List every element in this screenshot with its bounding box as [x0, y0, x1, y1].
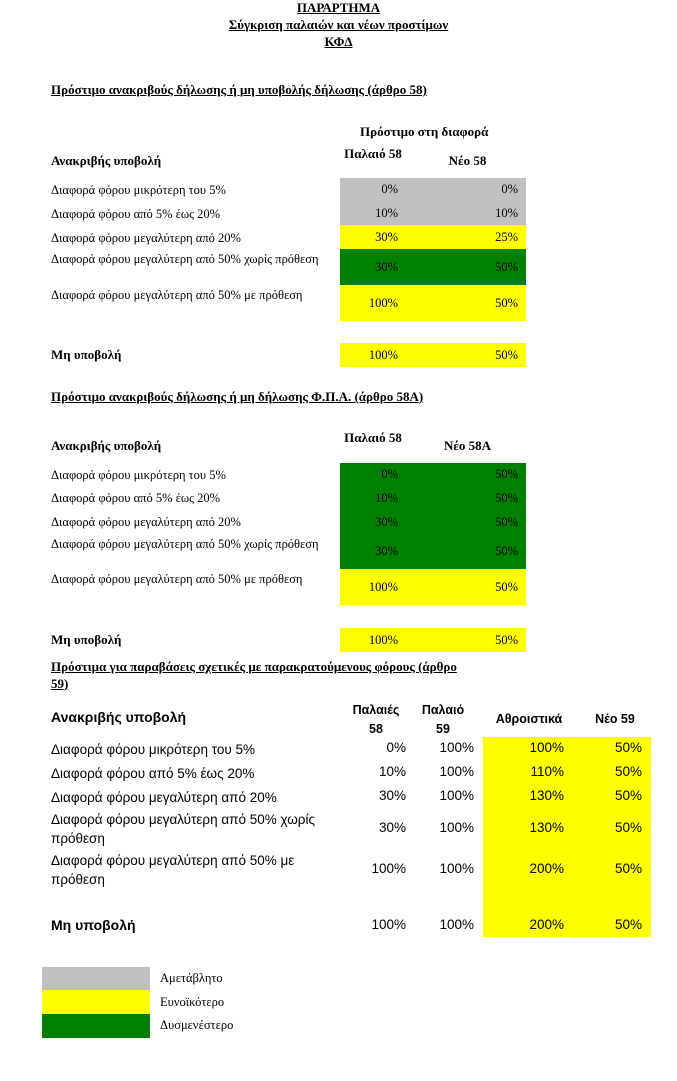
section1-row-label: Διαφορά φόρου μικρότερη του 5% — [51, 183, 226, 197]
section1-new-cell: 50% — [406, 249, 526, 285]
section3-c2: 100% — [439, 740, 474, 755]
section3-c3: 110% — [530, 764, 564, 779]
section2-row-label: Διαφορά φόρου μεγαλύτερη από 20% — [51, 515, 241, 529]
section3-nonsubmit-c1: 100% — [371, 917, 406, 932]
section2-new-cell: 50% — [406, 510, 526, 534]
section1-col-new: Νέο 58 — [448, 153, 487, 168]
section1-new-cell: 10% — [406, 201, 526, 225]
document-subtitle: Σύγκριση παλαιών και νέων προστίμων — [228, 17, 449, 32]
section3-c2: 100% — [439, 764, 474, 779]
section3-c4: 50% — [614, 820, 642, 835]
section2-row-header: Ανακριβής υποβολή — [51, 438, 162, 453]
section2-old-cell: 0% — [340, 463, 406, 486]
section2-nonsubmit-old: 100% — [340, 628, 406, 652]
section2-old-cell: 30% — [340, 510, 406, 534]
legend-swatch-yellow — [42, 990, 150, 1014]
section2-row-label: Διαφορά φόρου μικρότερη του 5% — [51, 468, 226, 482]
section3-c4: 50% — [614, 740, 642, 755]
legend-label-unchanged: Αμετάβλητο — [160, 971, 223, 985]
section1-row-label: Διαφορά φόρου μεγαλύτερη από 20% — [51, 231, 241, 245]
section1-new-cell: 0% — [406, 178, 526, 201]
section3-c2: 100% — [439, 861, 474, 876]
section3-row-label: Διαφορά φόρου από 5% έως 20% — [51, 766, 255, 781]
section1-old-cell: 10% — [340, 201, 406, 225]
section3-title: Πρόστιμα για παραβάσεις σχετικές με παρακρατούμενους φόρους (άρθρο — [51, 659, 457, 674]
document-title: ΠΑΡΑΡΤΗΜΑ — [296, 0, 381, 15]
section3-c3: 130% — [529, 820, 564, 835]
section3-c3: 200% — [529, 861, 564, 876]
section3-c4: 50% — [614, 788, 642, 803]
section3-c4: 50% — [614, 861, 642, 876]
section3-c1: 100% — [371, 861, 406, 876]
section2-row-label: Διαφορά φόρου μεγαλύτερη από 50% χωρίς πρόθεση — [51, 537, 319, 551]
section1-group-header: Πρόστιμο στη διαφορά — [360, 124, 489, 139]
section3-row-label: Διαφορά φόρου μικρότερη του 5% — [51, 742, 256, 757]
section1-nonsubmit-new: 50% — [406, 343, 526, 367]
section1-old-cell: 0% — [340, 178, 406, 201]
legend-label-favorable: Ευνοϊκότερο — [160, 995, 225, 1009]
section1-old-cell: 30% — [340, 225, 406, 249]
section3-col3: Αθροιστικά — [495, 712, 563, 726]
section1-nonsubmit-old: 100% — [340, 343, 406, 367]
section2-new-cell: 50% — [406, 486, 526, 510]
section2-col-old: Παλαιό 58 — [344, 430, 402, 445]
section3-c1: 30% — [378, 820, 406, 835]
section2-old-cell: 30% — [340, 534, 406, 569]
section2-new-cell: 50% — [406, 569, 526, 605]
section2-new-cell: 50% — [406, 463, 526, 486]
section3-c3: 100% — [529, 740, 564, 755]
legend-swatch-green — [42, 1014, 150, 1038]
section3-c2: 100% — [439, 820, 474, 835]
section3-c2: 100% — [439, 788, 474, 803]
section1-row-label: Διαφορά φόρου μεγαλύτερη από 50% χωρίς πρόθεση — [51, 252, 319, 266]
section2-col-new: Νέο 58Α — [443, 438, 492, 453]
section2-nonsubmit-new: 50% — [406, 628, 526, 652]
legend-label-unfavorable: Δυσμενέστερο — [160, 1018, 234, 1032]
section3-row-label: Διαφορά φόρου μεγαλύτερη από 50% χωρίς πρόθεση — [51, 812, 315, 846]
section3-row-label: Διαφορά φόρου μεγαλύτερη από 20% — [51, 790, 277, 805]
section1-row-header: Ανακριβής υποβολή — [51, 153, 162, 168]
section2-new-cell: 50% — [406, 534, 526, 569]
section2-row-label: Διαφορά φόρου από 5% έως 20% — [51, 491, 221, 505]
legend-swatch-gray — [42, 967, 150, 990]
section2-old-cell: 100% — [340, 569, 406, 605]
section1-row-label: Διαφορά φόρου από 5% έως 20% — [51, 207, 221, 221]
section1-old-cell: 30% — [340, 249, 406, 285]
section3-col4: Νέο 59 — [595, 712, 635, 726]
section1-title: Πρόστιμο ανακριβούς δήλωσης ή μη υποβολής δήλωσης (άρθρο 58) — [51, 82, 427, 97]
section3-c1: 10% — [378, 764, 406, 779]
section3-nonsubmit-label: Μη υποβολή — [51, 917, 136, 933]
section1-nonsubmit-label: Μη υποβολή — [51, 347, 122, 362]
section3-c1: 0% — [386, 740, 406, 755]
section1-col-old: Παλαιό 58 — [344, 146, 402, 161]
section3-c1: 30% — [378, 788, 406, 803]
section3-c3: 130% — [529, 788, 564, 803]
section3-row-label: Διαφορά φόρου μεγαλύτερη από 50% με πρόθεση — [51, 853, 295, 887]
section3-nonsubmit-c3: 200% — [529, 917, 564, 932]
section1-new-cell: 25% — [406, 225, 526, 249]
section3-col2: Παλαιό 59 — [421, 703, 465, 736]
section2-title: Πρόστιμο ανακριβούς δήλωσης ή μη δήλωσης Φ.Π.Α. (άρθρο 58Α) — [51, 389, 424, 404]
section1-row-label: Διαφορά φόρου μεγαλύτερη από 50% με πρόθεση — [51, 288, 303, 302]
section1-new-cell: 50% — [406, 285, 526, 321]
document-code: ΚΦΔ — [324, 34, 353, 49]
section3-row-header: Ανακριβής υποβολή — [51, 709, 187, 725]
section3-c4: 50% — [614, 764, 642, 779]
section2-old-cell: 10% — [340, 486, 406, 510]
section3-title-cont: 59) — [51, 676, 69, 691]
section2-row-label: Διαφορά φόρου μεγαλύτερη από 50% με πρόθεση — [51, 572, 303, 586]
section1-old-cell: 100% — [340, 285, 406, 321]
section3-nonsubmit-c2: 100% — [439, 917, 474, 932]
section2-nonsubmit-label: Μη υποβολή — [51, 632, 122, 647]
section3-col1: Παλαιές 58 — [352, 703, 400, 736]
section3-nonsubmit-c4: 50% — [614, 917, 642, 932]
